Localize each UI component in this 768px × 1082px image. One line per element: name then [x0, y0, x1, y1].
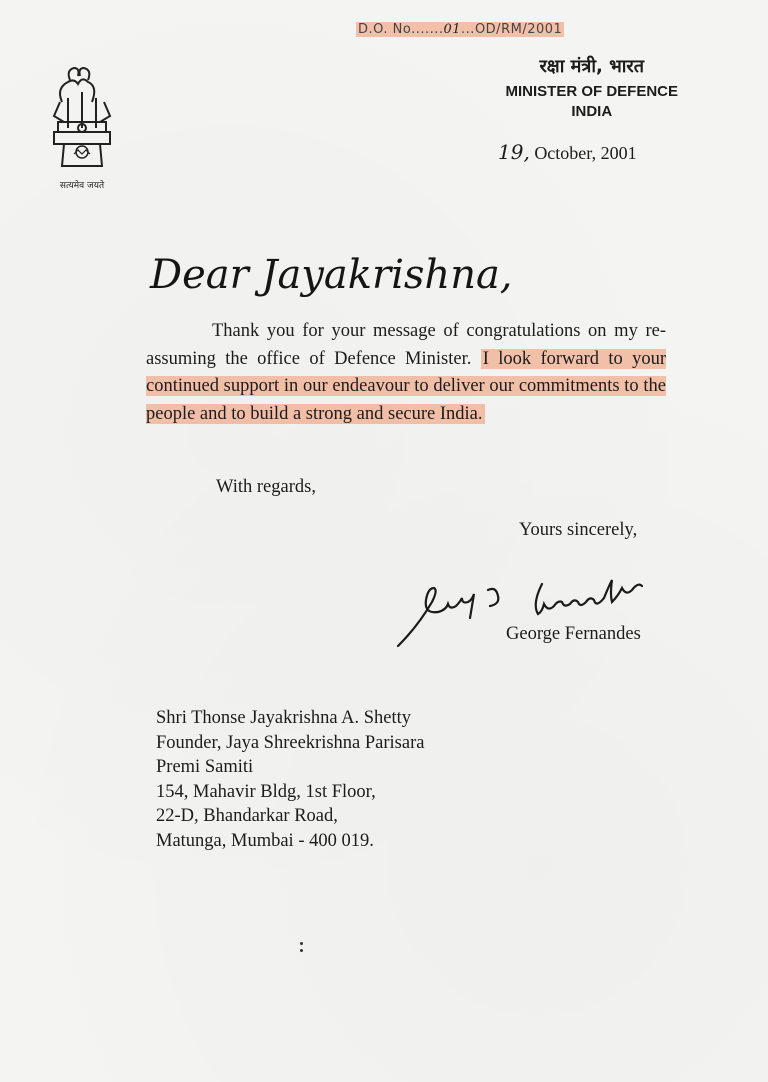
body-part-1: Thank you for your message of congratulations on my re-assuming the office of Defence Minister.: [146, 321, 666, 369]
signer-name: George Fernandes: [506, 624, 641, 644]
reference-number: [356, 22, 564, 37]
letter-date: [498, 140, 637, 164]
salutation: Dear Jayakrishna,: [150, 252, 513, 298]
date-day-handwritten: 19,: [498, 140, 530, 164]
lion-capital-icon: [40, 62, 124, 174]
scan-marks: [298, 938, 304, 958]
address-line: Shri Thonse Jayakrishna A. Shetty: [156, 708, 412, 728]
emblem-motto: सत्यमेव जयते: [59, 181, 105, 191]
closing-yours: Yours sincerely,: [519, 520, 638, 540]
title-line-1: MINISTER OF DEFENCE: [505, 83, 678, 100]
closing-regards: With regards,: [216, 477, 316, 497]
reference-handwritten-number: 01: [443, 22, 462, 37]
address-line: 22-D, Bhandarkar Road,: [156, 806, 338, 827]
hindi-title: रक्षा मंत्री, भारत: [539, 56, 645, 77]
address-line: Premi Samiti: [156, 757, 254, 778]
state-emblem: [40, 62, 124, 190]
title-line-2: INDIA: [571, 103, 613, 120]
body-part-2-highlighted: I look forward to your continued support in our endeavour to deliver our commitments to the people and to build a strong and secure India.: [146, 348, 667, 424]
address-line: Matunga, Mumbai - 400 019.: [156, 830, 374, 851]
reference-label: D.O. No.......: [358, 22, 444, 37]
recipient-address: [156, 706, 424, 854]
date-month-year: October, 2001: [534, 143, 637, 163]
reference-suffix: ...OD/RM/2001: [461, 22, 563, 37]
letterhead-title: [505, 54, 678, 122]
letter-body: [146, 318, 666, 428]
address-line: Founder, Jaya Shreekrishna Parisara: [156, 732, 425, 753]
address-line: 154, Mahavir Bldg, 1st Floor,: [156, 781, 376, 802]
